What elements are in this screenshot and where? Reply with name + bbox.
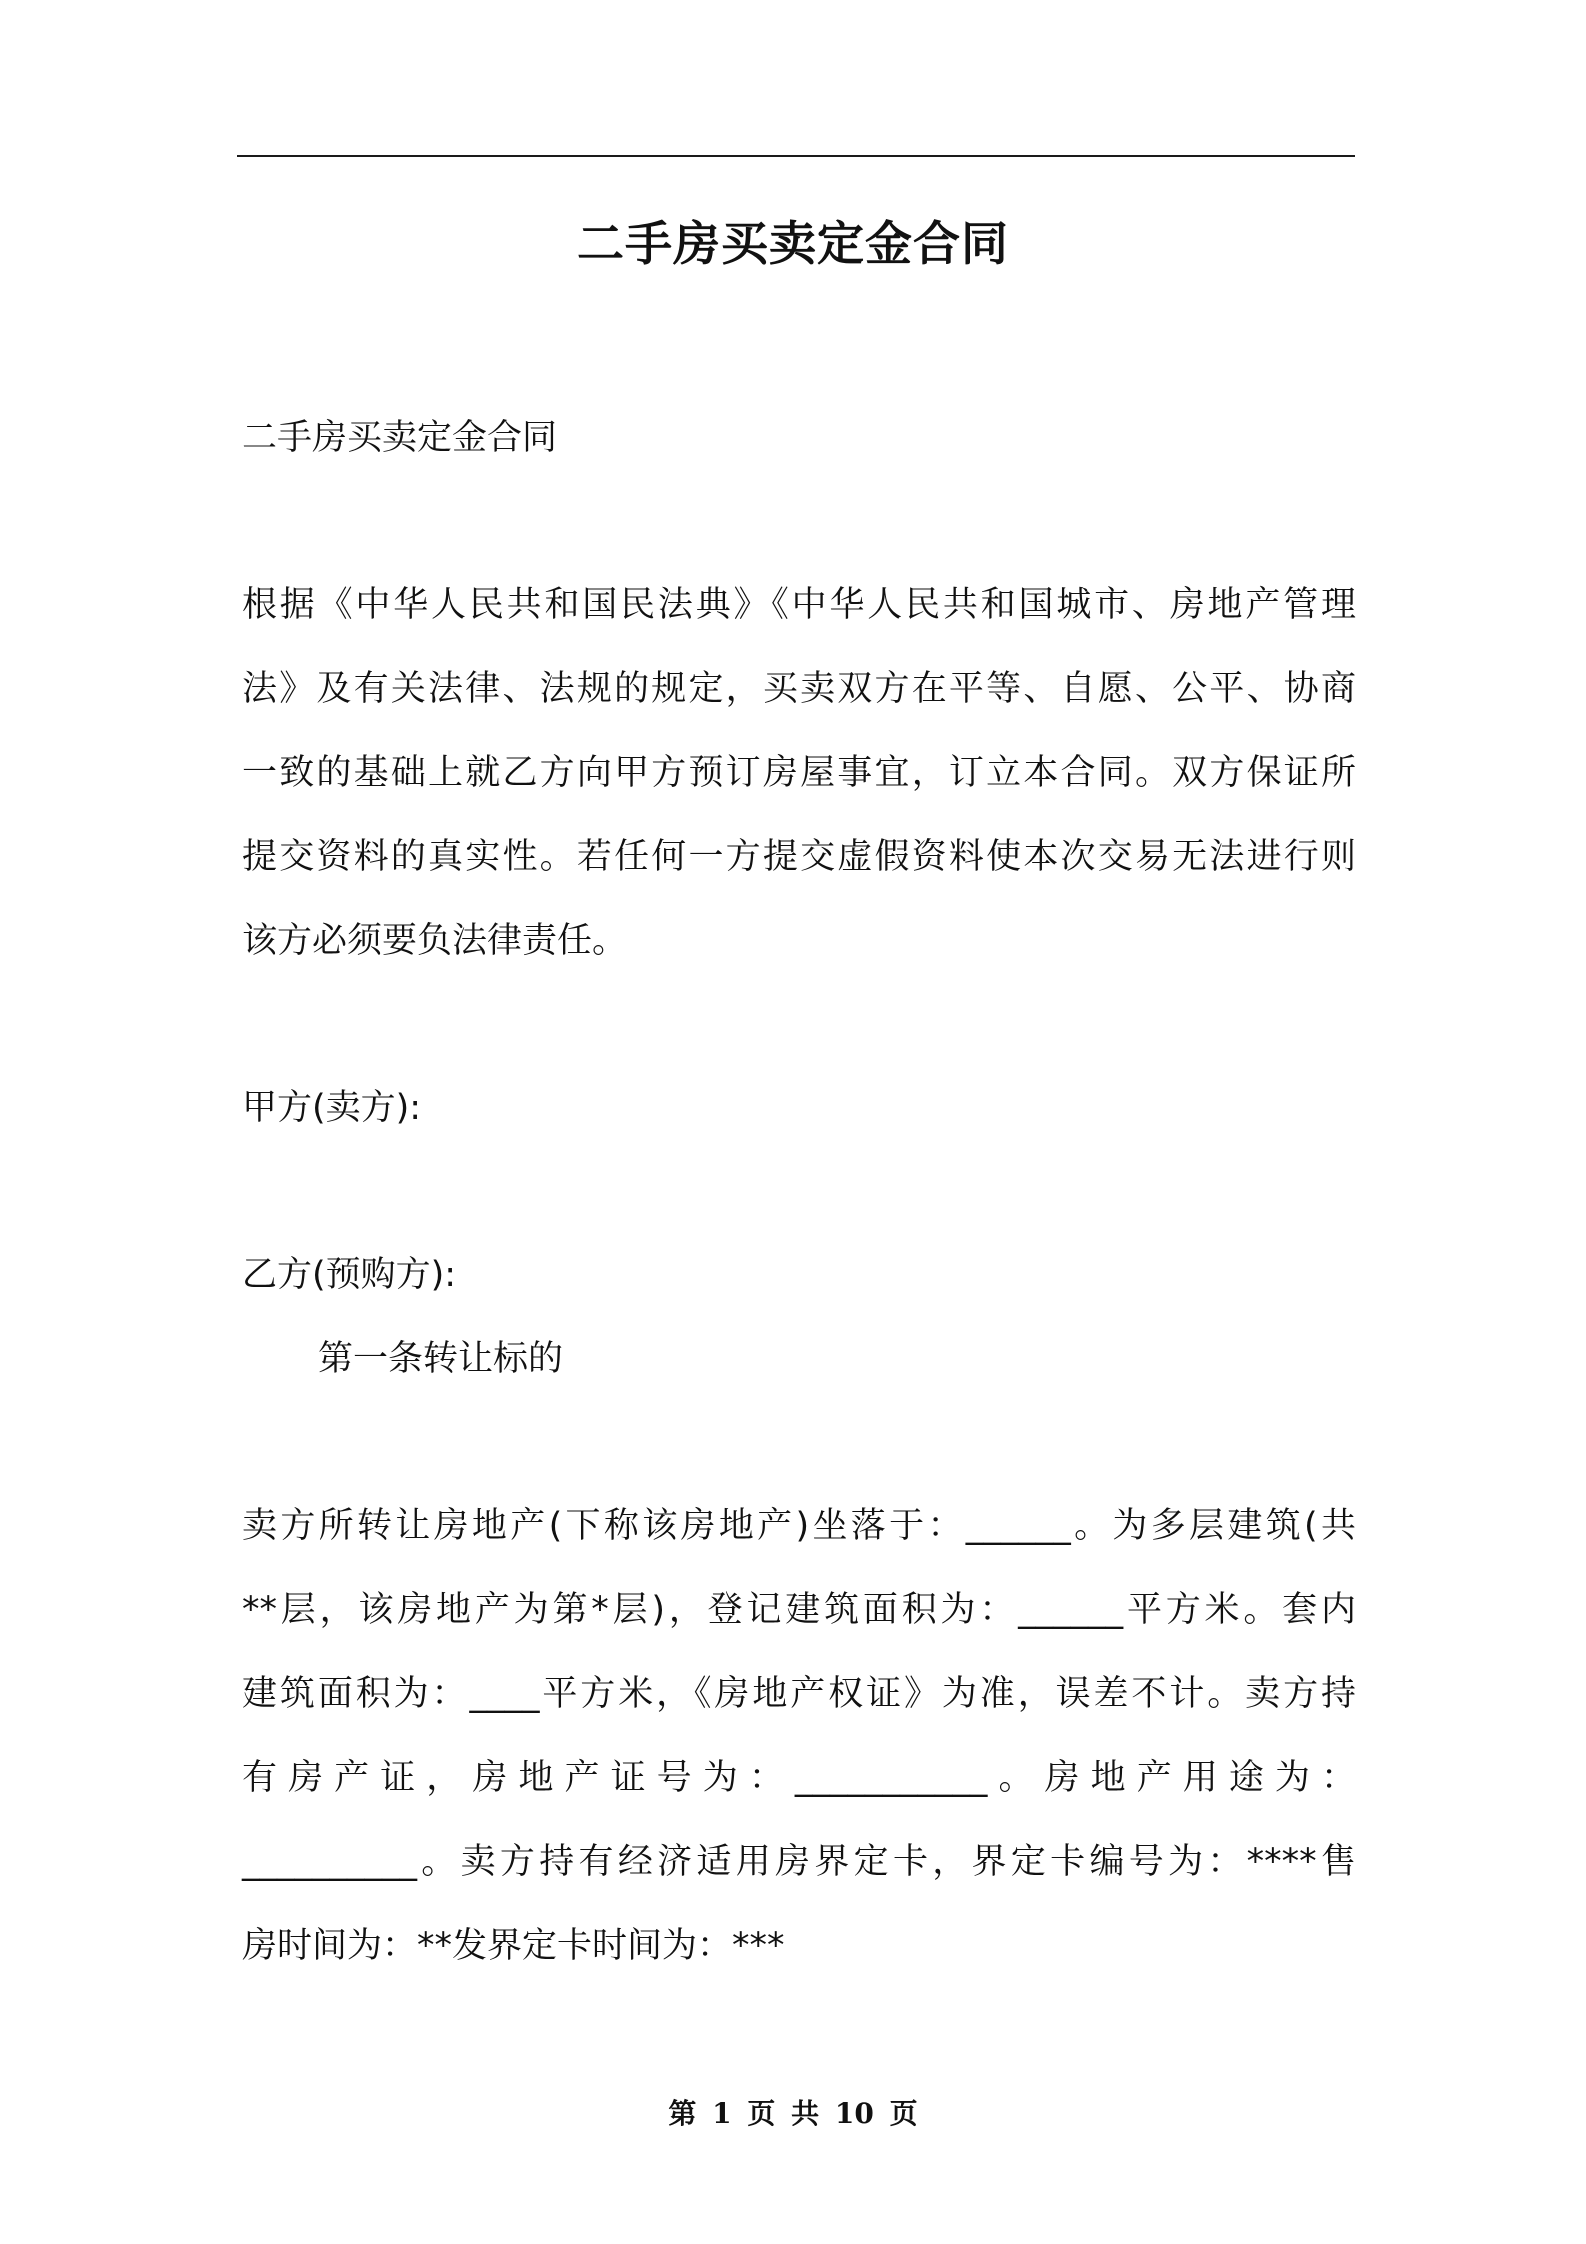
article-1-line: 建筑面积为：____平方米，《房地产权证》为准，误差不计。卖方持 — [242, 1674, 1356, 1714]
preamble-line: 一致的基础上就乙方向甲方预订房屋事宜，订立本合同。双方保证所 — [242, 753, 1356, 793]
party-a-label: 甲方(卖方): — [242, 1088, 422, 1128]
article-1-line: 卖方所转让房地产(下称该房地产)坐落于：______。为多层建筑(共 — [242, 1506, 1356, 1546]
header-rule — [237, 155, 1355, 157]
article-1-line: 房时间为：**发界定卡时间为：*** — [242, 1926, 785, 1966]
article-1-heading: 第一条转让标的 — [318, 1339, 564, 1379]
article-1-line: **层，该房地产为第*层)，登记建筑面积为：______平方米。套内 — [242, 1590, 1356, 1630]
preamble-line: 法》及有关法律、法规的规定，买卖双方在平等、自愿、公平、协商 — [242, 669, 1356, 709]
preamble-line: 该方必须要负法律责任。 — [242, 921, 628, 961]
article-1-line: __________。卖方持有经济适用房界定卡，界定卡编号为：****售 — [242, 1842, 1356, 1882]
page-indicator: 第 1 页 共 10 页 — [668, 2097, 918, 2130]
preamble-line: 根据《中华人民共和国民法典》《中华人民共和国城市、房地产管理 — [242, 585, 1356, 625]
article-1-line: 有房产证，房地产证号为：___________。房地产用途为： — [242, 1758, 1356, 1798]
document-subtitle: 二手房买卖定金合同 — [242, 418, 558, 458]
preamble-line: 提交资料的真实性。若任何一方提交虚假资料使本次交易无法进行则 — [242, 837, 1356, 877]
document-title: 二手房买卖定金合同 — [577, 217, 1009, 272]
party-b-label: 乙方(预购方): — [242, 1255, 457, 1295]
